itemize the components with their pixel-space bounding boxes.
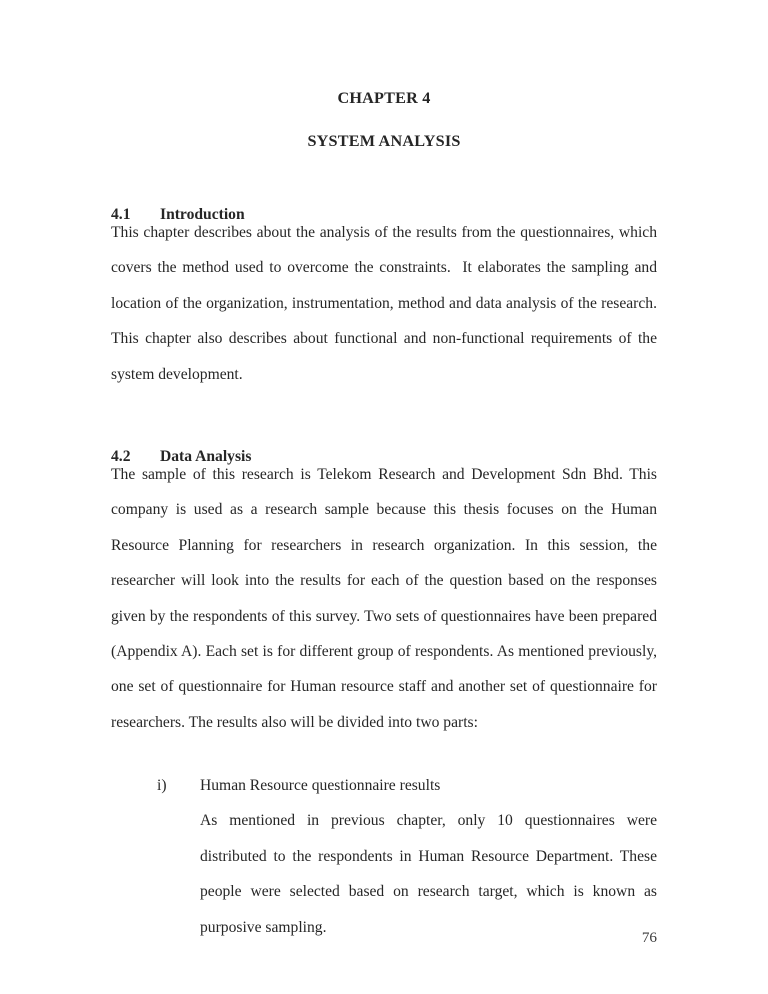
chapter-title: CHAPTER 4: [337, 89, 431, 107]
list-item-heading: Human Resource questionnaire results: [200, 777, 441, 794]
section-4-1-paragraph-1: This chapter describes about the analysis of the results from the questionnaires, which covers the method used to overcome the constraints. It elaborates the sampling and location of the organization, instrumentation, method and data analysis of the research. This chapter also describes about functional and non-functional requirements of the system development.: [111, 224, 661, 383]
section-number-4-1: 4.1: [111, 205, 131, 223]
section-title-4-1: Introduction: [160, 205, 245, 223]
section-number-4-2: 4.2: [111, 447, 131, 465]
section-4-2-paragraph-1: The sample of this research is Telekom Research and Development Sdn Bhd. This company is used as a research sample because this thesis focuses on the Human Resource Planning for researchers in research organization. In this session, the researcher will look into the results for each of the question based on the responses given by the respondents of this survey. Two sets of questionnaires have been prepared (Appendix A). Each set is for different group of respondents. As mentioned previously, one set of questionnaire for Human resource staff and another set of questionnaire for researchers. The results also will be divided into two parts:: [111, 466, 661, 731]
chapter-subtitle: SYSTEM ANALYSIS: [307, 132, 461, 150]
list-item-marker: i): [157, 777, 167, 794]
page-number: 76: [641, 929, 657, 946]
list-item-body: [200, 768, 657, 945]
section-title-4-2: Data Analysis: [160, 447, 252, 465]
list-item-paragraph: As mentioned in previous chapter, only 10 questionnaires were distributed to the respondents in Human Resource Department. These people were selected based on research target, which is known as purposive sampling.: [200, 812, 657, 936]
